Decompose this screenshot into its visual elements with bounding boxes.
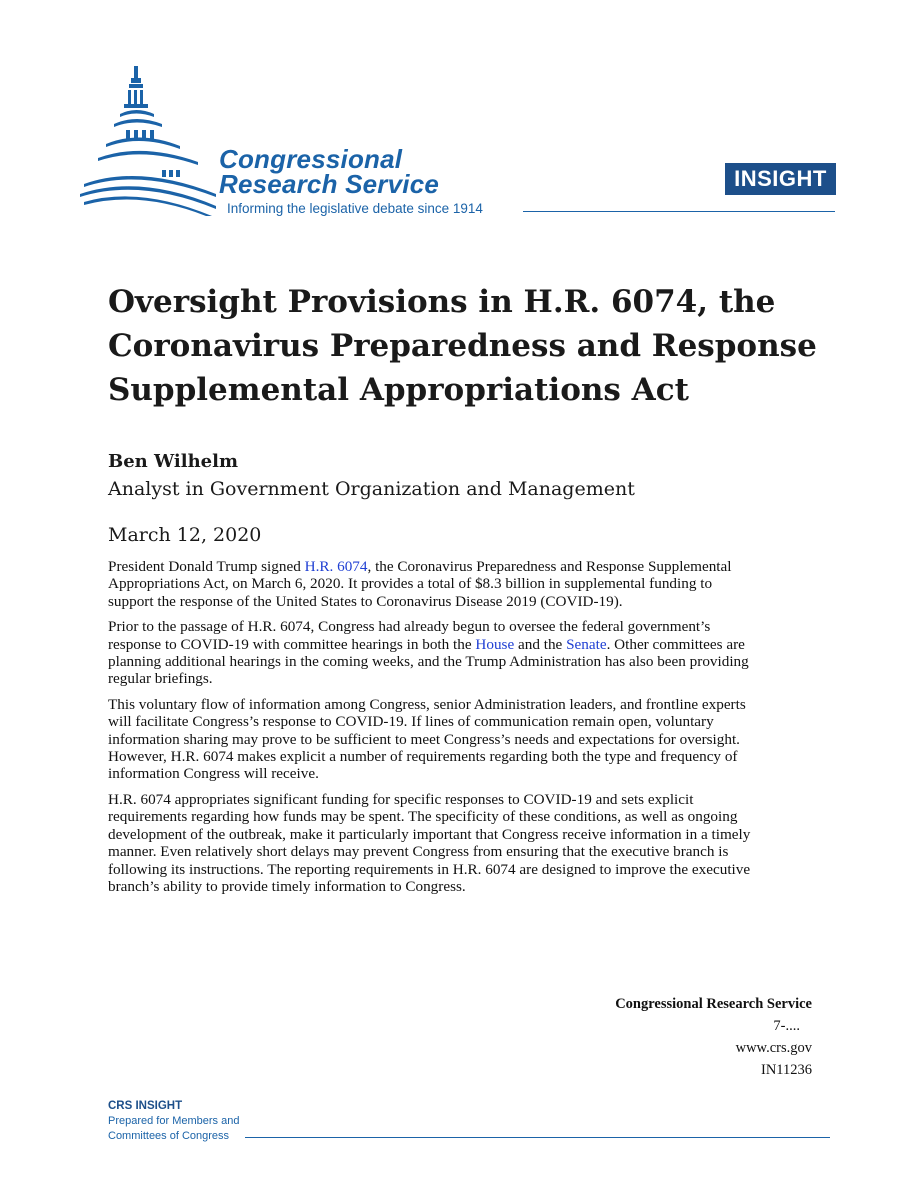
label-crs-insight: CRS INSIGHT xyxy=(108,1100,183,1112)
label-committees: Committees of Congress xyxy=(108,1130,230,1142)
text-line: development of the outbreak, make it particularly important that Congress receive information in a timely xyxy=(108,825,751,843)
capitol-dome-logo-icon xyxy=(80,66,220,216)
title-line: Supplemental Appropriations Act xyxy=(108,372,689,408)
text-line: Appropriations Act, on March 6, 2020. It provides a total of $8.3 billion in supplemental funding to xyxy=(108,575,713,593)
senate-hearing-link[interactable]: Senate xyxy=(566,635,607,653)
title-line: Coronavirus Preparedness and Response xyxy=(108,328,817,364)
text-run: and the xyxy=(514,635,567,653)
title-line: Oversight Provisions in H.R. 6074, the xyxy=(108,284,776,320)
house-hearing-link[interactable]: House xyxy=(475,635,515,653)
text-run: President Donald Trump signed xyxy=(108,558,305,575)
text-line: Prior to the passage of H.R. 6074, Congress had already begun to oversee the federal government’s xyxy=(108,618,711,636)
paragraph-3 xyxy=(108,696,820,783)
text-line: information sharing may prove to be sufficient to meet Congress’s needs and expectations for oversight. xyxy=(108,730,740,748)
paragraph-2 xyxy=(108,618,820,688)
author-role: Analyst in Government Organization and Management xyxy=(108,478,635,500)
paragraph-1 xyxy=(108,558,820,610)
logo-tagline: Informing the legislative debate since 1914 xyxy=(227,201,483,216)
document-body xyxy=(108,558,820,903)
text-line: planning additional hearings in the coming weeks, and the Trump Administration has also been providing xyxy=(108,653,749,671)
crs-insight-label xyxy=(108,1099,239,1144)
document-title xyxy=(108,280,817,412)
text-line: support the response of the United States to Coronavirus Disease 2019 (COVID-19). xyxy=(108,592,623,610)
logo-title-research-service: Research Service xyxy=(219,169,440,199)
text-line xyxy=(108,558,820,575)
text-line: However, H.R. 6074 makes explicit a number of requirements regarding both the type and frequency of xyxy=(108,748,738,766)
text-line: information Congress will receive. xyxy=(108,765,319,783)
text-line: requirements regarding how funds may be spent. The specificity of these conditions, as well as ongoing xyxy=(108,808,738,826)
text-run: . Other committees are xyxy=(606,635,745,653)
footer-org-name: Congressional Research Service xyxy=(615,996,812,1012)
footer-website: www.crs.gov xyxy=(735,1040,812,1056)
footer-product-id: IN11236 xyxy=(760,1062,812,1078)
text-line: branch’s ability to provide timely information to Congress. xyxy=(108,877,466,895)
label-prepared-for: Prepared for Members and xyxy=(108,1115,240,1127)
header-divider xyxy=(523,211,835,212)
text-line: This voluntary flow of information among Congress, senior Administration leaders, and frontline experts xyxy=(108,695,746,713)
hr-6074-link[interactable]: H.R. 6074 xyxy=(304,558,368,575)
text-line: manner. Even relatively short delays may prevent Congress from ensuring that the executive branch is xyxy=(108,843,729,861)
text-run: , the Coronavirus Preparedness and Response Supplemental xyxy=(367,558,732,575)
logo-title-congressional: Congressional xyxy=(219,144,403,174)
crs-footer-info xyxy=(615,993,812,1081)
text-line xyxy=(108,636,820,653)
paragraph-4 xyxy=(108,791,820,895)
text-run: response to COVID-19 with committee hearings in both the xyxy=(108,635,476,653)
author-name: Ben Wilhelm xyxy=(108,451,239,472)
publication-date: March 12, 2020 xyxy=(108,524,262,546)
footer-report-number: 7-.... xyxy=(773,1018,800,1034)
insight-badge: INSIGHT xyxy=(725,163,836,195)
text-line: will facilitate Congress’s response to COVID-19. If lines of communication remain open, voluntary xyxy=(108,713,714,731)
footer-divider xyxy=(245,1137,830,1138)
text-line: regular briefings. xyxy=(108,670,213,688)
text-line: following its instructions. The reporting requirements in H.R. 6074 are designed to improve the executive xyxy=(108,860,751,878)
text-line: H.R. 6074 appropriates significant funding for specific responses to COVID-19 and sets explicit xyxy=(108,790,694,808)
